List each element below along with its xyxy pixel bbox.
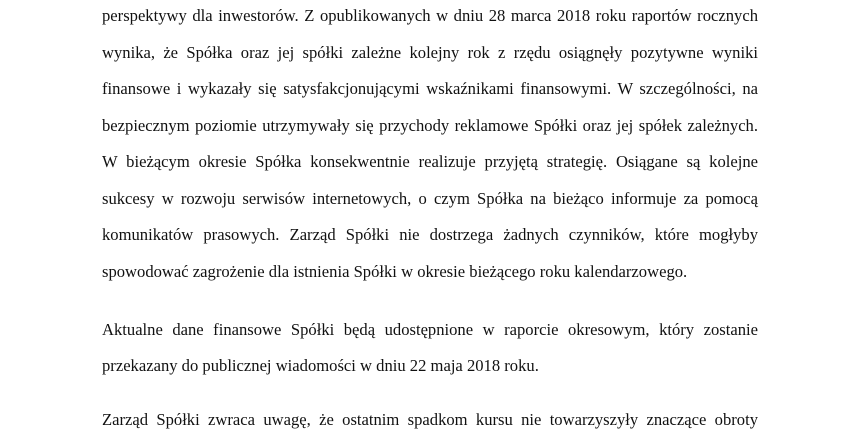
text-line: sukcesy w rozwoju serwisów internetowych, o czym Spółka na bieżąco informuje za pomocą: [102, 189, 758, 208]
text-line: przekazany do publicznej wiadomości w dniu 22 maja 2018 roku.: [102, 356, 539, 375]
text-line: Aktualne dane finansowe Spółki będą udostępnione w raporcie okresowym, który zostanie: [102, 320, 758, 339]
text-line: W bieżącym okresie Spółka konsekwentnie realizuje przyjętą strategię. Osiągane są kolejne: [102, 152, 758, 171]
text-line: wynika, że Spółka oraz jej spółki zależne kolejny rok z rzędu osiągnęły pozytywne wyniki: [102, 43, 758, 62]
text-line: komunikatów prasowych. Zarząd Spółki nie dostrzega żadnych czynników, które mogłyby: [102, 225, 758, 244]
text-line: finansowe i wykazały się satysfakcjonującymi wskaźnikami finansowymi. W szczególności, na: [102, 79, 758, 98]
text-line: perspektywy dla inwestorów. Z opublikowanych w dniu 28 marca 2018 roku raportów rocznych: [102, 6, 758, 25]
text-line: bezpiecznym poziomie utrzymywały się przychody reklamowe Spółki oraz jej spółek zależnych.: [102, 116, 758, 135]
text-line: Zarząd Spółki zwraca uwagę, że ostatnim spadkom kursu nie towarzyszyły znaczące obroty: [102, 410, 758, 429]
text-line: spowodować zagrożenie dla istnienia Spółki w okresie bieżącego roku kalendarzowego.: [102, 262, 688, 281]
